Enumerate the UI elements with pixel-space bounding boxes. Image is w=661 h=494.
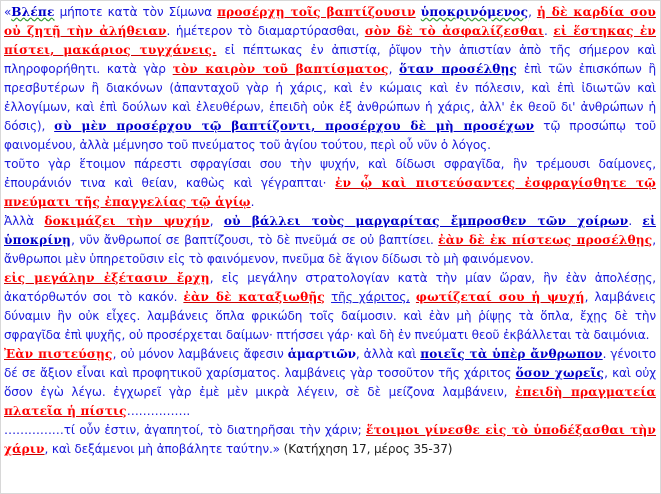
text-segment: , καὶ δεξάμενοι μὴ ἀποβάλητε ταύτην.» bbox=[44, 442, 284, 456]
text-segment: . bbox=[628, 214, 643, 228]
document-body bbox=[4, 3, 656, 459]
text-segment: . bbox=[250, 195, 255, 209]
text-segment: , bbox=[388, 62, 400, 76]
paragraph bbox=[4, 155, 656, 212]
paragraph bbox=[4, 345, 656, 421]
emphasis-red: ἐν ᾧ καὶ πιστεύσαντες ἐσφραγίσθητε τῷ πνεύματι τῆς ἐπαγγελίας τῷ ἁγίῳ bbox=[4, 176, 657, 209]
emphasis-red: σὸν δὲ τὸ ἀσφαλίζεσθαι bbox=[364, 24, 545, 38]
emphasis-red: εἰς μεγάλην ἐξέτασιν ἔρχῃ bbox=[4, 271, 210, 285]
emphasis-blue: εἰ ὑποκρίνῃ bbox=[4, 214, 656, 247]
emphasis-red: προσέρχῃ τοῖς βαπτίζουσιν bbox=[217, 5, 416, 19]
text-segment: , ἄνθρωποι μὲν ὑπηρετοῦσιν εἰς τὸ φαινόμενον, πνεῦμα δὲ ἅγιον δίδωσι τὸ μὴ φαινόμενον. bbox=[4, 233, 656, 266]
emphasis-red: εἰ ἕστηκας ἐν πίστει, μακάριος τυγχάνεις. bbox=[4, 24, 657, 57]
text-segment: , λαμβάνεις δύναμιν ἣν οὐκ εἶχες. λαμβάνεις ὅπλα φρικώδη τοῖς δαίμοσιν. καὶ ἐὰν μὴ ῥίψῃς τὰ ὅπλα, ἔχῃς δὲ τὴν σφραγῖδα ἐπὶ ψυχῆς, οὐ προσέρχεται δαίμων· πτήσσει γάρ· καὶ δὴ ἐν πνεύματι θεοῦ ἐκβάλλεται τὰ δαιμόνια. bbox=[4, 290, 656, 342]
emphasis-blue: ποιεῖς τὰ ὑπὲρ ἄνθρωπον bbox=[420, 347, 603, 361]
text-segment: , bbox=[209, 214, 224, 228]
text-segment: . ἡμέτερον τὸ διαμαρτύρασθαι, bbox=[166, 24, 365, 38]
text-segment: ……………τί οὖν ἐστιν, ἀγαπητοί, τὸ διατηρῆσαι τὴν χάριν; bbox=[4, 423, 367, 437]
emphasis-blue: ὅσον χωρεῖς bbox=[515, 366, 605, 380]
text-segment: ……………. bbox=[126, 404, 191, 418]
text-segment: , νῦν ἄνθρωποί σε βαπτίζουσι, τὸ δὲ πνεῦμά σε οὐ βαπτίσει. bbox=[71, 233, 439, 247]
paragraph bbox=[4, 269, 656, 345]
emphasis-blue-spellcheck: ὑποκρινόμενος bbox=[420, 5, 529, 19]
text-segment: « bbox=[4, 5, 12, 19]
emphasis-red: φωτίζεταί σου ἡ ψυχή bbox=[415, 290, 585, 304]
text-segment: ἐπὶ τῶν ἐπισκόπων ἢ πρεσβυτέρων ἢ διακόνων (ἀπανταχοῦ γὰρ ἡ χάρις, καὶ ἐν κώμαις καὶ ἐν πόλεσιν, καὶ ἐπὶ ἰδιωτῶν καὶ ἐλλογίμων, καὶ ἐπὶ δούλων καὶ ἐλευθέρων, ἐπειδὴ οὐκ ἐξ ἀνθρώπων ἡ χάρις, ἀλλ' ἐκ θεοῦ δι' ἀνθρώπων ἡ δόσις), bbox=[4, 62, 656, 133]
paragraph bbox=[4, 212, 656, 269]
emphasis-red: ἐὰν δὲ ἐκ πίστεως προσέλθῃς bbox=[438, 233, 653, 247]
emphasis-red: ἕτοιμοι γίνεσθε εἰς τὸ ὑποδέξασθαι τὴν χάριν bbox=[4, 423, 657, 456]
text-segment: Ἀλλὰ bbox=[4, 214, 45, 228]
text-segment: , bbox=[528, 5, 537, 19]
text-segment: . bbox=[544, 24, 554, 38]
underlined-text: τῆς χάριτος, bbox=[331, 290, 410, 304]
paragraph bbox=[4, 3, 656, 155]
emphasis-blue: ἁμαρτιῶν bbox=[287, 347, 356, 361]
text-segment: , ἀλλὰ καὶ bbox=[355, 347, 421, 361]
text-segment: , εἰς μεγάλην στρατολογίαν κατὰ τὴν μίαν ὥραν, ἣν ἐὰν ἀπολέσῃς, ἀκατόρθωτόν σοι τὸ κακόν. bbox=[4, 271, 656, 304]
emphasis-red: ἡ δὲ καρδία σου οὐ ζητῇ τὴν ἀλήθειαν bbox=[4, 5, 656, 38]
emphasis-blue: ὅταν προσέλθῃς bbox=[399, 62, 518, 76]
text-segment: τῷ προσώπῳ τοῦ φαινομένου, ἀλλὰ μέμνησο τοῦ πνεύματος τοῦ ἁγίου τούτου, περὶ οὗ νῦν ὁ λόγος. bbox=[4, 119, 656, 152]
emphasis-red: ἐπειδὴ πραγματεία πλατεῖα ἡ πίστις bbox=[4, 385, 656, 418]
emphasis-blue-spellcheck: Βλέπε bbox=[11, 5, 55, 19]
text-segment: μήποτε κατὰ τὸν Σίμωνα bbox=[54, 5, 218, 19]
text-segment: εἰ πέπτωκας ἐν ἀπιστίᾳ, ῥῖψον τὴν ἀπιστίαν ἀπὸ τῆς σήμερον καὶ πληροφορήθητι. κατὰ γὰρ bbox=[4, 43, 656, 76]
emphasis-blue: σὺ μὲν προσέρχου τῷ βαπτίζοντι, προσέρχου δὲ μὴ προσέχων bbox=[54, 119, 535, 133]
citation: (Κατήχηση 17, μέρος 35-37) bbox=[283, 442, 453, 456]
emphasis-red: δοκιμάζει τὴν ψυχήν bbox=[44, 214, 210, 228]
text-segment: τοῦτο γὰρ ἕτοιμον πάρεστι σφραγίσαι σου τὴν ψυχήν, καὶ δίδωσι σφραγῖδα, ἣν τρέμουσι δαίμονες, ἐπουράνιόν τινα καὶ θείαν, καθὼς καὶ γέγραπται· bbox=[4, 157, 656, 190]
text-segment: , καὶ οὐχ ὅσον ἐγὼ λέγω. ἐγχωρεῖ γὰρ ἐμὲ μὲν μικρὰ λέγειν, σὲ δὲ μείζονα λαμβάνειν, bbox=[4, 366, 657, 399]
emphasis-blue: οὐ βάλλει τοὺς μαργαρίτας ἔμπροσθεν τῶν χοίρων bbox=[223, 214, 629, 228]
paragraph bbox=[4, 421, 656, 459]
emphasis-red: Ἐὰν πιστεύσῃς bbox=[4, 347, 113, 361]
text-segment: . γένοιτο δέ σε ἄξιον εἶναι καὶ προφητικοῦ χαρίσματος. λαμβάνεις γὰρ τοσοῦτον τῆς χάριτος bbox=[4, 347, 656, 380]
emphasis-red: τὸν καιρὸν τοῦ βαπτίσματος bbox=[172, 62, 389, 76]
emphasis-red: ἐὰν δὲ καταξιωθῇς bbox=[183, 290, 325, 304]
text-segment: , οὐ μόνον λαμβάνεις ἄφεσιν bbox=[112, 347, 288, 361]
